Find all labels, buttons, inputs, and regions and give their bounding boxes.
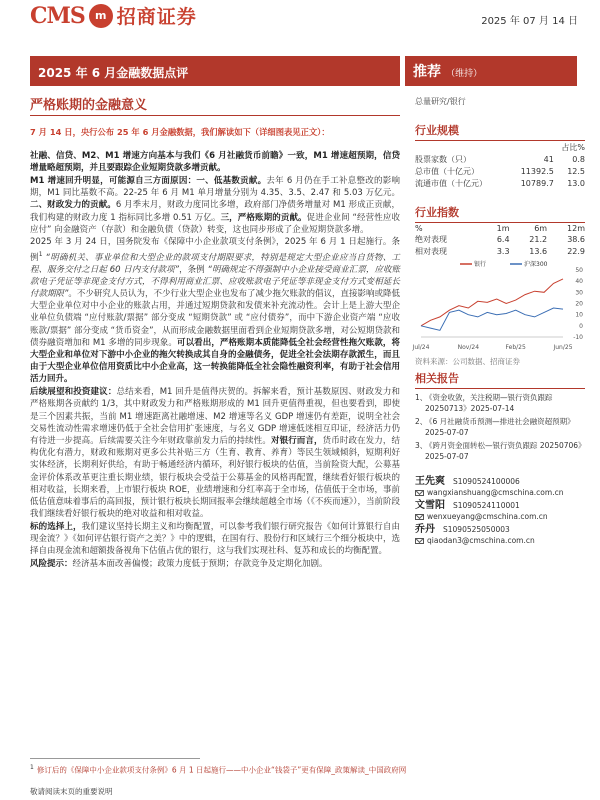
y-tick-label: 0 [579, 322, 583, 330]
body-text-segment: 经济基本面改善偏慢；政策力度低于预期；存款竞争及定期化加剧。 [72, 559, 328, 570]
body-text-segment: 社融、信贷、M2、M1 增速方向基本与我们《6 月社融货币前瞻》一致，M1 增速超预期，信贷增量略超预期，并且要跟踪企业短期贷款多增贡献。 [30, 151, 400, 174]
rating-note: （维持） [446, 69, 483, 79]
section-heading: 相关报告 [415, 370, 585, 389]
report-body [30, 150, 400, 571]
body-paragraph [30, 386, 400, 520]
body-text-segment: 去年 6 月仍在手工补息整改的影响期，M1 同比基数不高。22-25 年 6 月 M1 单月增量分别为 4.35、3.5、2.47 和 5.03 万亿元。 [30, 175, 400, 199]
mail-icon [415, 514, 424, 520]
body-paragraph [30, 236, 400, 385]
logo-mark-icon: m [89, 4, 113, 28]
analyst-license: S1090525050003 [443, 525, 510, 534]
body-text-segment: 对银行而言， [270, 436, 323, 446]
list-item[interactable]: 1、 《资金收敛，关注税期—银行资负跟踪 20250713》2025-07-14 [415, 393, 553, 413]
industry-scale-table [415, 141, 585, 189]
body-text-segment: 促进企业间 “经营性应收应付” 向金融资产（存款）和金融负债（贷款）转变，这也同步形成了企业短期贷款多增。 [30, 212, 400, 235]
logo-text-en: CMS [30, 2, 85, 29]
footnote[interactable] [30, 764, 406, 776]
industry-path-text: 总量研究/银行 [415, 97, 466, 106]
y-tick-label: -10 [573, 334, 583, 341]
analyst-email[interactable]: wangxianshuang@cmschina.com.cn [427, 488, 564, 497]
industry-scale-section [415, 122, 585, 189]
footnote-link[interactable]: 修订后的《保障中小企业款项支付条例》6 月 1 日起施行——中小企业“钱袋子”更有保障_政策解读_中国政府网 [36, 765, 407, 775]
logo-text-cn: 招商证券 [116, 6, 197, 28]
lead-paragraph: 7 月 14 日，央行公布 25 年 6 月金融数据，我们解读如下（详细图表见正文）： [30, 127, 330, 137]
body-paragraph [30, 558, 400, 570]
y-tick-label: 50 [575, 267, 583, 274]
analyst-name: 文雪阳 [415, 500, 445, 511]
y-tick-label: 10 [575, 311, 583, 319]
index-chart [412, 258, 585, 353]
body-paragraph [30, 150, 400, 174]
list-item[interactable]: 3、 《跨月资金面转松—银行资负跟踪 20250706》2025-07-07 [415, 441, 582, 461]
mail-icon [415, 538, 424, 544]
divider [30, 115, 400, 116]
body-text-segment: “明确机关、事业单位和大型企业的款项支付期限要求，特别是规定大型企业应当自货物、工程、服务交付之日起 60 日内支付款项” [30, 252, 400, 275]
body-text-segment: ，条例 [179, 264, 208, 275]
table-row: 股票家数（只） 41 0.8 [415, 154, 585, 164]
body-paragraph [30, 521, 400, 558]
y-tick-label: 40 [575, 278, 583, 286]
header-bar [0, 0, 600, 34]
company-logo [30, 2, 197, 29]
analyst-name: 王先爽 [415, 476, 445, 487]
analyst-card [415, 500, 585, 522]
y-tick-label: 20 [575, 300, 583, 308]
body-text-segment: 可以看出，严格账期本质能降低全社会经营性拖欠账款，将大型企业和单位对下游中小企业的拖欠转换成其自身的金融债务，促进全社会法期存款派生，而且由于大型企业单位信用资质比中小企业高，这一转换能降低全社会隐性融资利率，有助于社会信用活力回升。 [30, 337, 400, 385]
body-text-segment: “明确规定不得强制中小企业接受商业汇票，应收账款电子凭证等非现金支付方式，不得利用商业汇票、应收账款电子凭证等非现金支付方式变相延长付款期限” [30, 264, 401, 300]
x-tick-label: Nov/24 [457, 344, 480, 351]
x-tick-label: Feb/25 [505, 344, 526, 351]
analyst-email[interactable]: wenxueyang@cmschina.com.cn [427, 512, 548, 521]
table-header: % 1m 6m 12m [415, 223, 585, 233]
body-text-segment: 2025 年 3 月 24 日，国务院发布《保障中小企业款项支付条例》，2025 年 6 月 1 日起施行。条例 [30, 237, 400, 263]
disclaimer: 敬请阅读末页的重要说明 [30, 787, 113, 796]
analyst-license: S1090524100006 [453, 477, 520, 486]
industry-index-table [415, 223, 585, 257]
report-title: 2025 年 6 月金融数据点评 [30, 56, 400, 86]
x-tick-label: Jul/24 [412, 344, 430, 351]
industry-index-section [415, 204, 585, 257]
table-row: 绝对表现 6.4 21.2 38.6 [415, 234, 585, 244]
series-line-bank [421, 279, 563, 326]
mail-icon [415, 490, 424, 496]
unit-label: 占比% [561, 142, 585, 152]
body-text-segment: 货币时政在发力，结构优化有潜力，财政和账期对更多公共补贴三方（生育、教育、养育）等民生领域倾斜，短期利好实体经济，长期利好供给，有助于畅通经济内循环，利好银行板块的估值，当前险资大配，公募基金评价体系改革更注重长期业绩，银行板块会受益于公募基金的风格再配置，继续看好银行板块的相对收益，长期来看，上市银行板块 ROE，业绩增速和分红率高于全市场，估值低于全市场，事前低估值意味着事后的高回报，预计银行板块长期回报率会继续超越全市场（《不疾而速》），当前阶段我们继续看好银行板块的绝对收益和相对收益。 [30, 436, 400, 520]
rating-badge [405, 56, 577, 86]
body-text-segment: 我们建议坚持长期主义和均衡配置，可以参考我们银行研究报告《如何计算银行自由现金流？》《如何评估银行资产之美？》中的逻辑，在国有行、股份行和区域行三个细分板块中，选择自由现金流和超额拨备视角下估值占优的银行，这与我们实现社科、复苏和成长的均衡配置。 [30, 521, 400, 557]
related-reports-section [415, 370, 585, 389]
analyst-card [415, 524, 585, 546]
body-text-segment: M1 增速回升明显，可能源自三方面原因：一、低基数贡献。 [30, 175, 267, 186]
report-date: 2025 年 07 月 14 日 [481, 16, 578, 27]
footnote-number: 1 [30, 764, 34, 771]
body-text-segment: 风险提示： [30, 559, 73, 570]
series-line-hs300 [421, 308, 563, 330]
footnote-divider [30, 758, 200, 759]
index-line-chart [412, 258, 585, 353]
y-tick-label: 30 [575, 289, 583, 297]
analyst-list [415, 476, 585, 548]
analyst-email[interactable]: qiaodan3@cmschina.com.cn [427, 536, 535, 545]
body-text-segment: 三，严格账期的贡献。 [220, 212, 307, 223]
table-row: 相对表现 3.3 13.6 22.9 [415, 246, 585, 256]
body-text-segment: 。不少研究人员认为，不少行业大型企业也发布了减少拖欠账款的倡议，直接影响或降低大型企业单位对中小企业的账款占用，并通过短期贷款和发债来补充流动性。会计上是上游大型企业单位负债端 “应付账款/票据” 部分变成 “短期贷款” 或 “应付债券”，而中下游企业资产端 “应收账款/票据” 部分变成 “货币资金”，从而形成金融数据里面看到企业短期贷款多增，对公短期贷款和债券融资增加和 M1 多增的同步现象。 [30, 289, 400, 348]
body-text-segment: 二、财政发力的贡献。 [30, 200, 116, 211]
body-text-segment: 1 [38, 250, 43, 258]
related-reports-list [415, 392, 585, 464]
body-text-segment: 后续展望和投资建议： [30, 387, 117, 398]
body-paragraph [30, 175, 400, 236]
section-heading: 行业指数 [415, 204, 585, 223]
rating-label: 推荐 [413, 64, 441, 80]
table-row: 总市值（十亿元） 11392.5 12.5 [415, 166, 585, 176]
list-item[interactable]: 2、 《6 月社融货币预测—排进社会融资超预期》2025-07-07 [415, 417, 575, 437]
x-tick-label: Jun/25 [553, 344, 573, 351]
legend-label: 银行 [474, 261, 487, 268]
body-text-segment: 总结来看，M1 回升是值得庆贺的。拆解来看，预计基数原因、财政发力和严格账期各贡献约 1/3，其中财政发力和严格账期形成的 M1 回升更值得重视，但也要看到，即使是三个因素共振，当前 M1 增速距离社融增速、M2 增速等名义 GDP 增速仍有差距，说明全社会交易性流动性需求增速仍低于全社会信用扩张速度，与名义 GDP 增速低迷相互印证，经济活力仍有待进一步提高。后续需要关注今年财政靠前发力后的持续性。 [30, 387, 400, 446]
table-row: 流通市值（十亿元） 10789.7 13.0 [415, 178, 585, 188]
section-heading: 行业规模 [415, 122, 585, 141]
industry-path [415, 96, 585, 107]
analyst-card [415, 476, 585, 498]
analyst-name: 乔丹 [415, 524, 435, 535]
body-text-segment: 6 月季末月，财政力度同比多增，政府部门净债务增量对 M1 形成正贡献，我们构建的财政力度 1 指标同比多增 0.51 万亿。 [30, 200, 400, 223]
legend-label: 沪深300 [524, 261, 548, 268]
report-subtitle: 严格账期的金融意义 [30, 98, 148, 113]
chart-source: 资料来源：公司数据、招商证券 [415, 357, 520, 366]
body-text-segment: 标的选择上， [30, 521, 82, 532]
analyst-license: S1090524110001 [453, 501, 520, 510]
